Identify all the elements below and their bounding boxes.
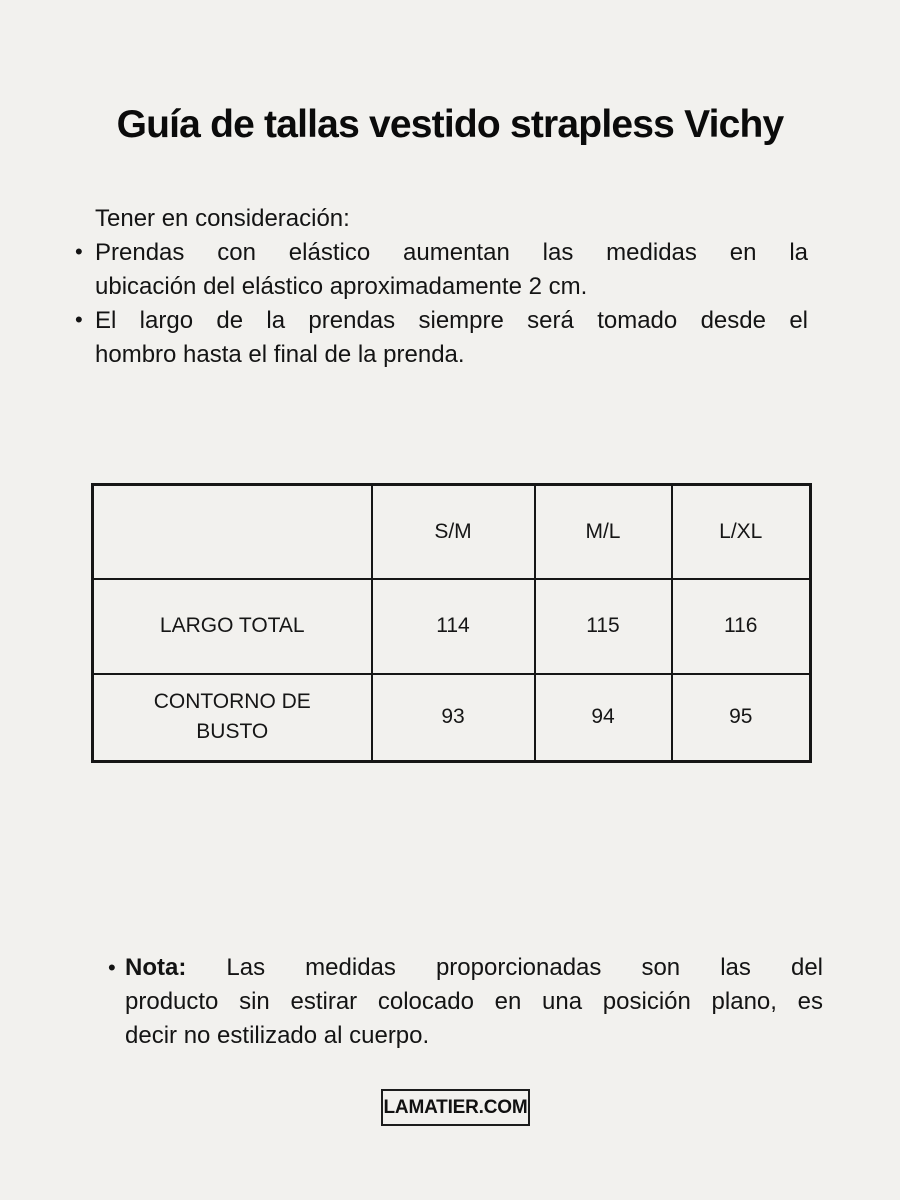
row-label: LARGO TOTAL — [93, 579, 372, 674]
considerations-heading: Tener en consideración: — [95, 205, 350, 232]
table-column-header: L/XL — [672, 485, 811, 579]
bullet-text-line: El largo de la prendas siempre será tomado desde el — [95, 307, 808, 334]
row-label: CONTORNO DE BUSTO — [93, 674, 372, 762]
note-text-line — [125, 951, 823, 985]
table-cell: 93 — [372, 674, 535, 762]
note-text-line: producto sin estirar colocado en una posición plano, es — [125, 988, 823, 1015]
table-column-header: M/L — [535, 485, 672, 579]
table-corner-cell — [93, 485, 372, 579]
list-item — [75, 236, 808, 304]
note-section — [108, 951, 823, 1053]
table-column-header: S/M — [372, 485, 535, 579]
table-cell: 114 — [372, 579, 535, 674]
table-row — [93, 674, 811, 762]
bullet-icon: • — [75, 239, 83, 264]
table-cell: 116 — [672, 579, 811, 674]
bullet-icon: • — [75, 307, 83, 332]
note-text-line: decir no estilizado al cuerpo. — [125, 1022, 430, 1049]
size-table — [91, 483, 812, 763]
bullet-text-line: hombro hasta el final de la prenda. — [95, 341, 465, 368]
note-text: Las medidas proporcionadas son las del — [226, 954, 823, 981]
table-cell: 94 — [535, 674, 672, 762]
table-cell: 95 — [672, 674, 811, 762]
bullet-text-line: Prendas con elástico aumentan las medidas en la — [95, 239, 808, 266]
bullet-icon: • — [108, 955, 116, 980]
table-header-row — [93, 485, 811, 579]
page-title: Guía de tallas vestido strapless Vichy — [116, 103, 784, 146]
table-cell: 115 — [535, 579, 672, 674]
bullet-text-line: ubicación del elástico aproximadamente 2 cm. — [95, 273, 588, 300]
considerations-section — [75, 202, 808, 372]
table-row — [93, 579, 811, 674]
note-label: Nota: — [125, 954, 187, 981]
list-item — [75, 304, 808, 372]
brand-text: LAMATIER.COM — [383, 1096, 528, 1118]
brand-badge — [381, 1089, 530, 1126]
